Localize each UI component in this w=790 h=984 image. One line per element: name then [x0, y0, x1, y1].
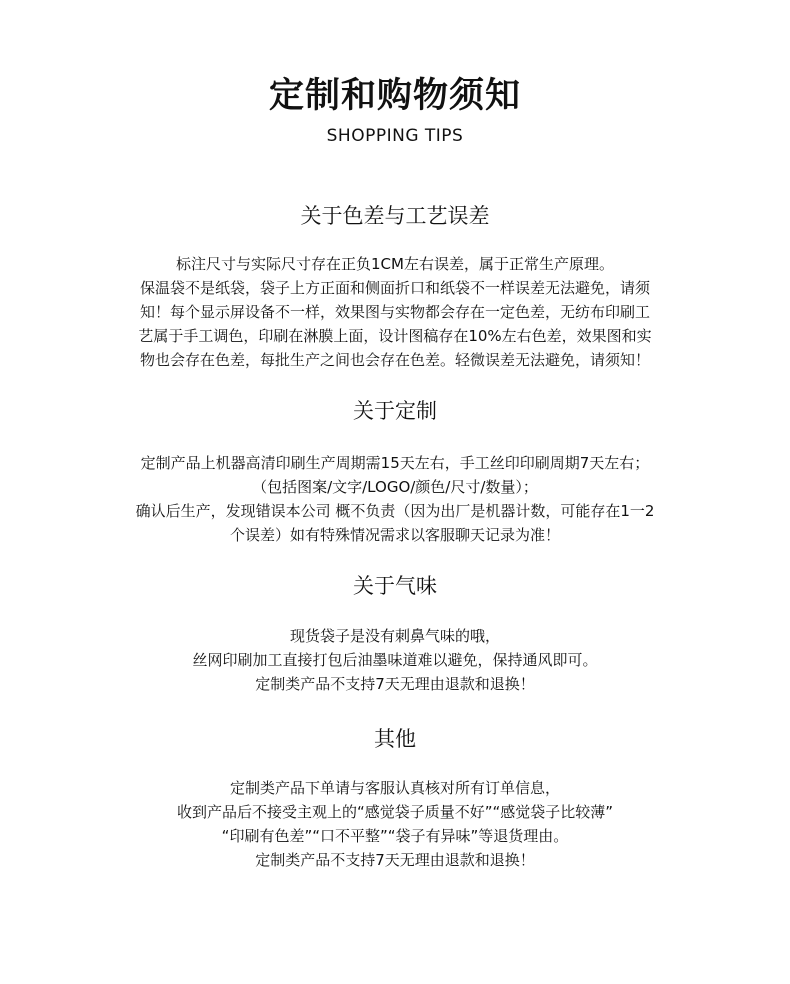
section-body-other [60, 776, 730, 872]
section-title-odor: 关于气味 [353, 574, 437, 598]
text-line: 确认后生产，发现错误本公司 概不负责（因为出厂是机器计数，可能存在1一2 [135, 502, 655, 520]
text-line: 物也会存在色差，每批生产之间也会存在色差。轻微误差无法避免，请须知！ [139, 351, 650, 369]
text-line: 保温袋不是纸袋，袋子上方正面和侧面折口和纸袋不一样误差无法避免，请须 [139, 279, 650, 297]
text-line: 丝网印刷加工直接打包后油墨味道难以避免，保持通风即可。 [192, 651, 598, 669]
text-line: 定制类产品下单请与客服认真核对所有订单信息， [229, 779, 560, 797]
text-line: （包括图案/文字/LOGO/颜色/尺寸/数量）； [252, 478, 538, 496]
page-title: 定制和购物须知 [268, 76, 521, 116]
section-title-customization: 关于定制 [353, 399, 437, 423]
text-line: 定制类产品不支持7天无理由退款和退换！ [255, 851, 535, 869]
section-title-color-difference: 关于色差与工艺误差 [300, 204, 490, 228]
section-body-customization [60, 451, 730, 547]
section-title-other: 其他 [374, 727, 416, 751]
text-line: 定制类产品不支持7天无理由退款和退换！ [255, 675, 535, 693]
text-line: 标注尺寸与实际尺寸存在正负1CM左右误差，属于正常生产原理。 [176, 255, 614, 273]
text-line: 现货袋子是没有刺鼻气味的哦， [289, 627, 500, 645]
text-line: 知！每个显示屏设备不一样，效果图与实物都会存在一定色差，无纺布印刷工 [139, 303, 650, 321]
text-line: 定制产品上机器高清印刷生产周期需15天左右，手工丝印印刷周期7天左右； [140, 454, 650, 472]
text-line: “印刷有色差”“口不平整”“袋子有异味”等退货理由。 [221, 827, 569, 845]
text-line: 个误差）如有特殊情况需求以客服聊天记录为准！ [229, 526, 560, 544]
section-body-color-difference [60, 252, 730, 372]
text-line: 艺属于手工调色，印刷在淋膜上面，设计图稿存在10%左右色差，效果图和实 [138, 327, 652, 345]
section-body-odor [60, 624, 730, 696]
page-subtitle: SHOPPING TIPS [326, 126, 464, 146]
text-line: 收到产品后不接受主观上的“感觉袋子质量不好”“感觉袋子比较薄” [176, 803, 614, 821]
